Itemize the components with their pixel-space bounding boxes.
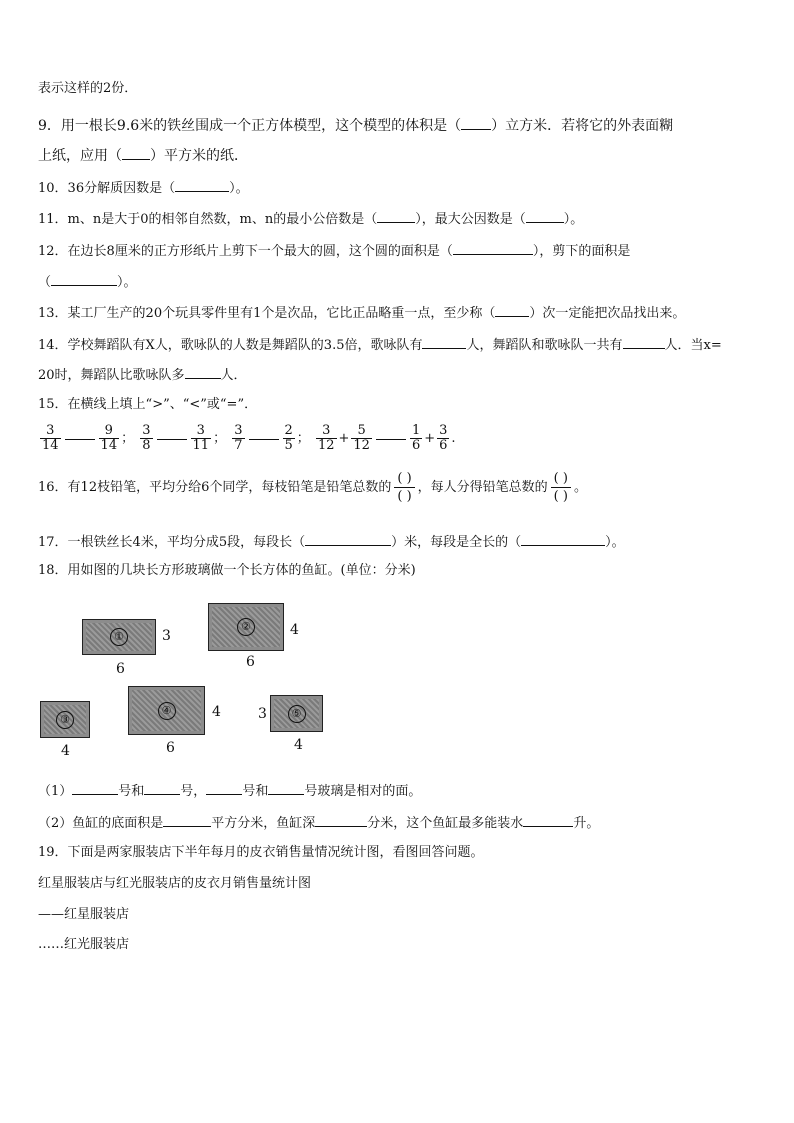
question-14 — [38, 334, 722, 355]
denominator: 14 — [100, 438, 118, 453]
fraction — [191, 424, 212, 453]
question-18 — [38, 562, 416, 580]
question-text: ）平方米的纸． — [150, 148, 248, 164]
fraction — [99, 424, 120, 453]
glass-piece-5 — [270, 695, 323, 732]
answer-blank[interactable] — [144, 780, 180, 795]
question-18-2 — [38, 812, 599, 833]
fraction — [316, 424, 337, 453]
answer-blank[interactable] — [526, 208, 564, 223]
question-19 — [38, 844, 484, 862]
answer-blank[interactable] — [72, 780, 118, 795]
question-text: ）立方米．若将它的外表面糊 — [491, 118, 674, 134]
question-text: 12．在边长8厘米的正方形纸片上剪下一个最大的圆，这个圆的面积是（ — [38, 244, 453, 259]
plus-sign: + — [424, 431, 436, 446]
question-text: 10．36分解质因数是（ — [38, 181, 176, 196]
denominator: 5 — [284, 438, 293, 453]
question-text: 人，舞蹈队和歌咏队一共有 — [466, 338, 623, 353]
numerator: 9 — [99, 424, 120, 439]
dimension-label: 3 — [162, 628, 171, 644]
compare-blank[interactable] — [249, 438, 279, 440]
denominator: 14 — [42, 438, 59, 453]
glass-label: ① — [110, 628, 128, 646]
numerator: 3 — [439, 423, 448, 438]
question-text: 20时，舞蹈队比歌咏队多 — [38, 368, 185, 383]
question-text: ），最大公因数是（ — [415, 212, 526, 227]
question-10 — [38, 177, 249, 198]
denominator: 6 — [439, 438, 448, 453]
question-16 — [38, 466, 587, 514]
answer-blank[interactable] — [163, 812, 211, 827]
denominator: 12 — [317, 438, 335, 453]
question-text: 9．用一根长9.6米的铁丝围成一个正方体模型，这个模型的体积是（ — [38, 118, 462, 134]
answer-blank[interactable] — [185, 364, 221, 379]
question-13 — [38, 302, 685, 323]
text: 表示这样的2份． — [38, 81, 138, 96]
denominator-blank[interactable]: ( ) — [553, 489, 568, 504]
glass-piece-4 — [128, 686, 205, 735]
glass-label: ③ — [56, 711, 74, 729]
question-text: 人．当x= — [664, 338, 722, 353]
answer-blank[interactable] — [422, 334, 466, 349]
denominator: 12 — [353, 438, 370, 453]
answer-blank[interactable] — [175, 177, 229, 192]
fraction-blank[interactable] — [551, 470, 571, 505]
text-line — [38, 80, 137, 98]
denominator: 6 — [411, 438, 421, 453]
question-18-1 — [38, 780, 421, 801]
chart-title: 红星服装店与红光服装店的皮衣月销售量统计图 — [38, 876, 312, 891]
compare-blank[interactable] — [376, 438, 406, 440]
question-text: 18．用如图的几块长方形玻璃做一个长方体的鱼缸。(单位：分米) — [38, 563, 416, 578]
period: . — [451, 431, 456, 446]
question-text: ）。 — [605, 535, 625, 550]
dimension-label: 4 — [212, 704, 221, 720]
answer-blank[interactable] — [453, 240, 533, 255]
question-text: 17．一根铁丝长4米，平均分成5段，每段长（ — [38, 535, 306, 550]
separator: ； — [121, 431, 135, 446]
question-text: 号和 — [118, 784, 145, 799]
question-12-cont — [38, 271, 137, 292]
question-text: 分米，这个鱼缸最多能装水 — [367, 816, 524, 831]
question-text: 11．m、n是大于0的相邻自然数，m、n的最小公倍数是（ — [38, 212, 378, 227]
glass-piece-2 — [208, 603, 284, 651]
dimension-label: 4 — [290, 622, 299, 638]
denominator: 11 — [192, 438, 210, 453]
question-text: 号， — [180, 784, 207, 799]
question-12 — [38, 240, 630, 261]
question-9-cont — [38, 145, 248, 165]
question-9 — [38, 115, 673, 135]
answer-blank[interactable] — [521, 531, 605, 546]
question-text: ）次一定能把次品找出来。 — [529, 306, 686, 321]
question-text: ），剪下的面积是 — [532, 244, 631, 259]
glass-piece-1 — [82, 619, 156, 655]
fraction — [410, 424, 422, 453]
dimension-label: 3 — [258, 706, 267, 722]
numerator: 3 — [234, 423, 243, 438]
dimension-label: 4 — [61, 743, 70, 759]
numerator: 3 — [142, 423, 151, 438]
numerator: 3 — [316, 424, 337, 439]
question-text: 平方分米，鱼缸深 — [211, 816, 316, 831]
question-text: ）。 — [229, 181, 249, 196]
question-text: ）米，每段是全长的（ — [391, 535, 522, 550]
denominator: 8 — [142, 438, 151, 453]
question-text: 14．学校舞蹈队有X人，歌咏队的人数是舞蹈队的3.5倍，歌咏队有 — [38, 338, 423, 353]
separator: ； — [213, 431, 227, 446]
compare-blank[interactable] — [65, 438, 95, 440]
fraction — [140, 424, 152, 453]
denominator: 7 — [234, 438, 243, 453]
glass-label: ② — [237, 618, 255, 636]
numerator: 2 — [284, 423, 293, 438]
answer-blank[interactable] — [305, 531, 391, 546]
question-text: （ — [38, 275, 52, 290]
dimension-label: 6 — [166, 740, 175, 756]
question-text: 人． — [220, 368, 247, 383]
question-text: ）。 — [117, 275, 137, 290]
glass-piece-3 — [40, 701, 90, 738]
numerator-blank[interactable]: ( ) — [551, 470, 571, 488]
dimension-label: 6 — [246, 654, 255, 670]
numerator: 5 — [351, 424, 372, 439]
answer-blank[interactable] — [315, 812, 367, 827]
answer-blank[interactable] — [495, 302, 529, 317]
question-text: 15．在横线上填上“>”、“<”或“=”． — [38, 397, 258, 412]
answer-blank[interactable] — [461, 115, 491, 130]
separator: ； — [296, 431, 310, 446]
numerator: 3 — [40, 424, 61, 439]
fraction — [437, 424, 449, 453]
answer-blank[interactable] — [377, 208, 415, 223]
fraction — [351, 424, 372, 453]
question-text: 16．有12枝铅笔，平均分给6个同学，每枝铅笔是铅笔总数的 — [38, 480, 392, 495]
question-text: 。 — [573, 480, 587, 495]
question-14-cont — [38, 364, 247, 385]
fraction — [40, 424, 61, 453]
denominator-blank[interactable]: ( ) — [397, 489, 412, 504]
dimension-label: 6 — [116, 661, 125, 677]
question-text: （1） — [38, 784, 73, 799]
question-text: ，每人分得铅笔总数的 — [417, 480, 548, 495]
answer-blank[interactable] — [523, 812, 573, 827]
compare-blank[interactable] — [157, 438, 187, 440]
answer-blank[interactable] — [122, 145, 150, 160]
numerator: 1 — [411, 423, 421, 438]
numerator-blank[interactable]: ( ) — [394, 470, 414, 488]
numerator: 3 — [191, 424, 212, 439]
dimension-label: 4 — [294, 737, 303, 753]
legend-item-hongguang: ……红光服装店 — [38, 937, 130, 952]
question-text: （2）鱼缸的底面积是 — [38, 816, 164, 831]
fraction — [283, 424, 295, 453]
answer-blank[interactable] — [623, 334, 665, 349]
question-text: 升。 — [573, 816, 600, 831]
question-text: ）。 — [563, 212, 584, 227]
question-text: 13．某工厂生产的20个玩具零件里有1个是次品，它比正品略重一点，至少称（ — [38, 306, 496, 321]
question-11 — [38, 208, 583, 229]
fraction — [232, 424, 244, 453]
glass-label: ⑤ — [288, 705, 306, 723]
answer-blank[interactable] — [51, 271, 117, 286]
legend-item-hongxing: ——红星服装店 — [38, 907, 130, 922]
question-15 — [38, 396, 257, 414]
plus-sign: + — [338, 431, 350, 446]
question-17 — [38, 531, 625, 552]
question-text: 号玻璃是相对的面。 — [304, 784, 422, 799]
question-text: 上纸，应用（ — [38, 148, 122, 164]
fraction-blank[interactable] — [394, 470, 414, 505]
question-15-fractions — [38, 422, 456, 458]
answer-blank[interactable] — [268, 780, 304, 795]
answer-blank[interactable] — [206, 780, 242, 795]
question-text: 19．下面是两家服装店下半年每月的皮衣销售量情况统计图，看图回答问题。 — [38, 845, 484, 860]
glass-label: ④ — [158, 702, 176, 720]
question-text: 号和 — [242, 784, 269, 799]
